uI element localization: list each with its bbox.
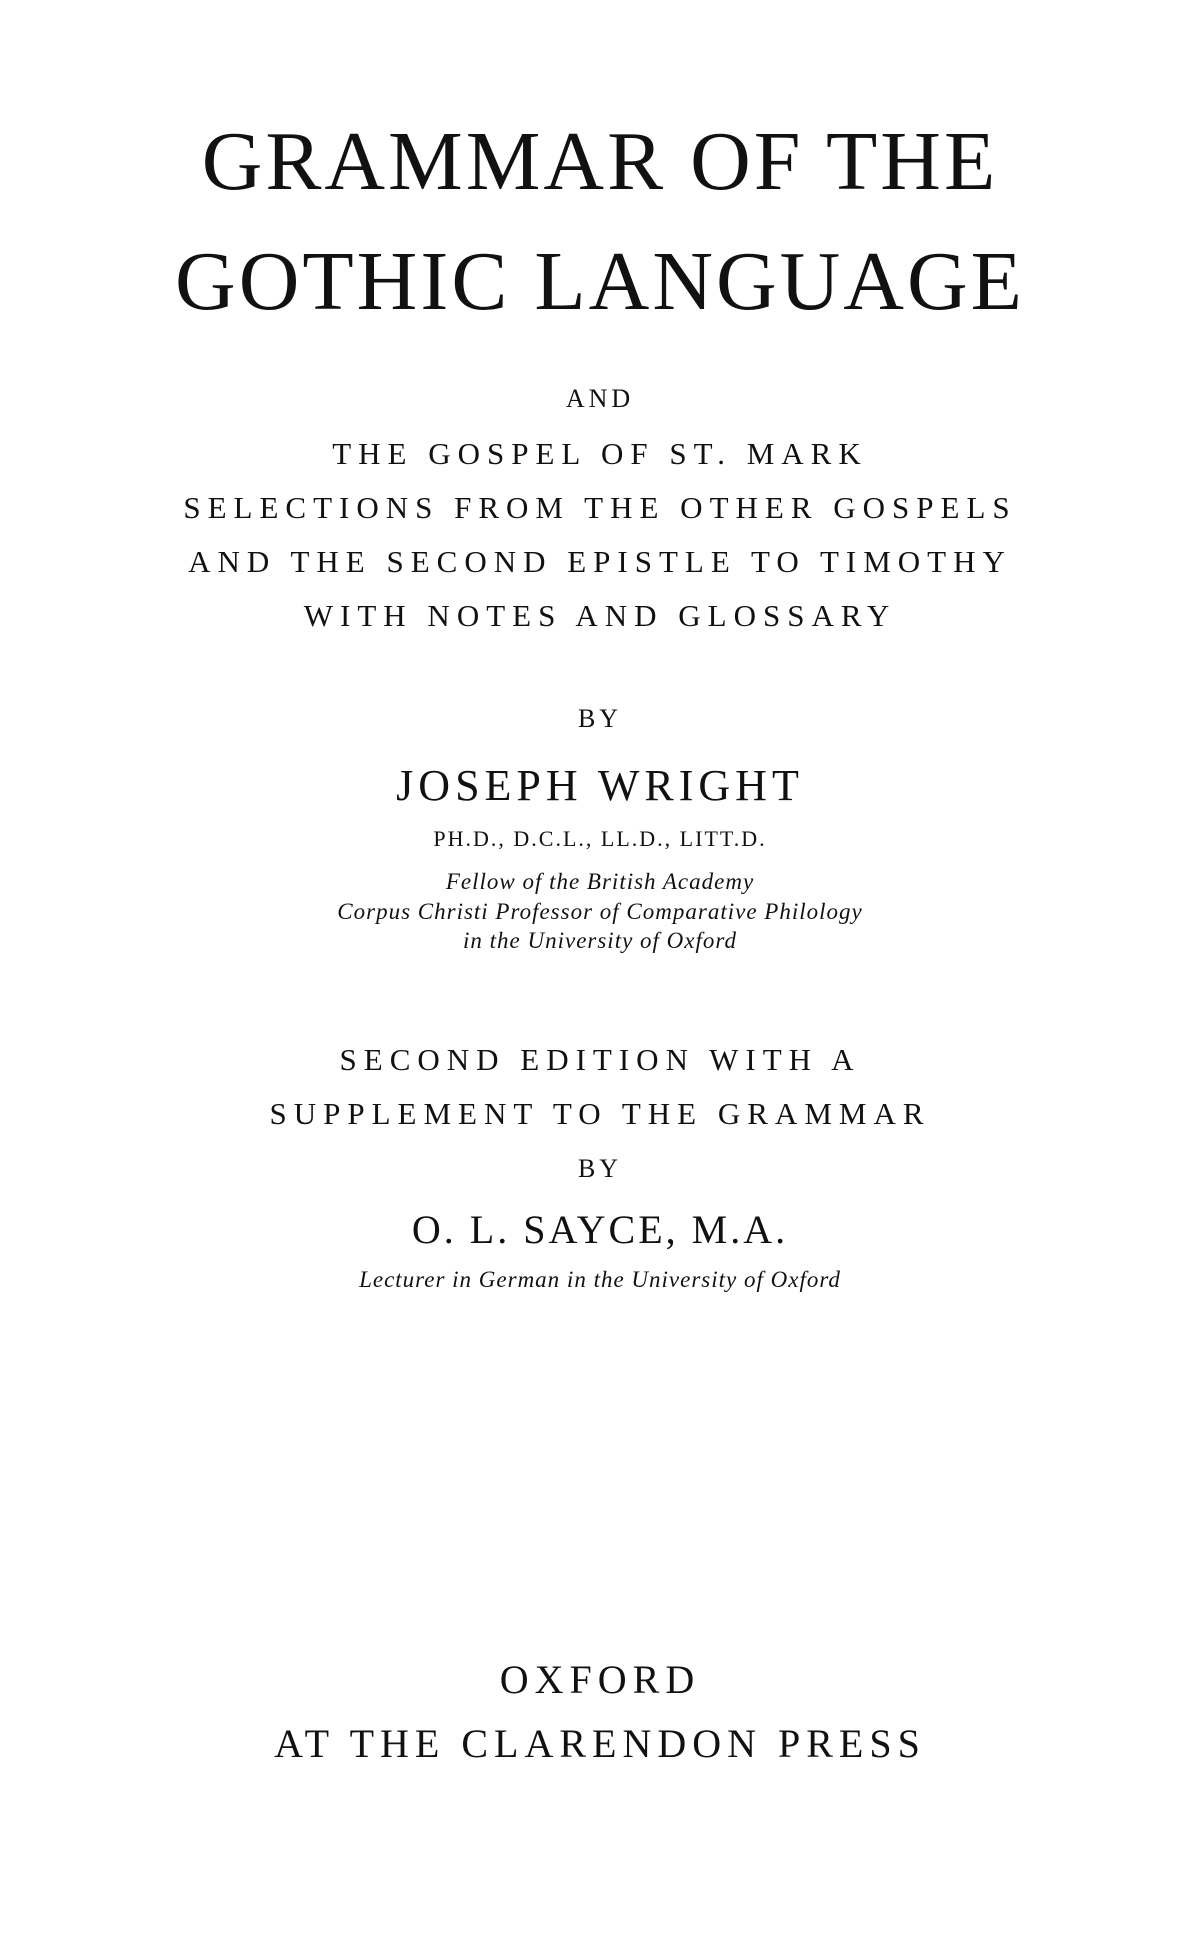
book-title-line-1: GRAMMAR OF THE [201, 115, 999, 208]
contents-line-1: THE GOSPEL OF ST. MARK [332, 436, 868, 471]
contents-line-3: AND THE SECOND EPISTLE TO TIMOTHY [188, 544, 1012, 579]
imprint-press: AT THE CLARENDON PRESS [274, 1721, 926, 1766]
author-affiliation-1: Fellow of the British Academy [445, 869, 755, 894]
book-title-line-2: GOTHIC LANGUAGE [175, 235, 1025, 328]
and-connector: AND [565, 384, 635, 413]
author-degrees: PH.D., D.C.L., LL.D., LITT.D. [433, 826, 767, 851]
imprint-city: OXFORD [499, 1657, 701, 1702]
by-author: BY [577, 704, 623, 733]
contents-line-4: WITH NOTES AND GLOSSARY [303, 598, 897, 633]
author-affiliation-3: in the University of Oxford [463, 928, 737, 953]
edition-line-1: SECOND EDITION WITH A [339, 1042, 861, 1077]
author-affiliation-2: Corpus Christi Professor of Comparative Philology [337, 899, 863, 924]
by-reviser: BY [577, 1154, 623, 1183]
edition-line-2: SUPPLEMENT TO THE GRAMMAR [269, 1096, 931, 1131]
reviser-affiliation: Lecturer in German in the University of Oxford [359, 1267, 841, 1292]
contents-line-2: SELECTIONS FROM THE OTHER GOSPELS [183, 490, 1017, 525]
author-name: JOSEPH WRIGHT [396, 761, 804, 810]
reviser-name: O. L. SAYCE, M.A. [411, 1207, 789, 1252]
